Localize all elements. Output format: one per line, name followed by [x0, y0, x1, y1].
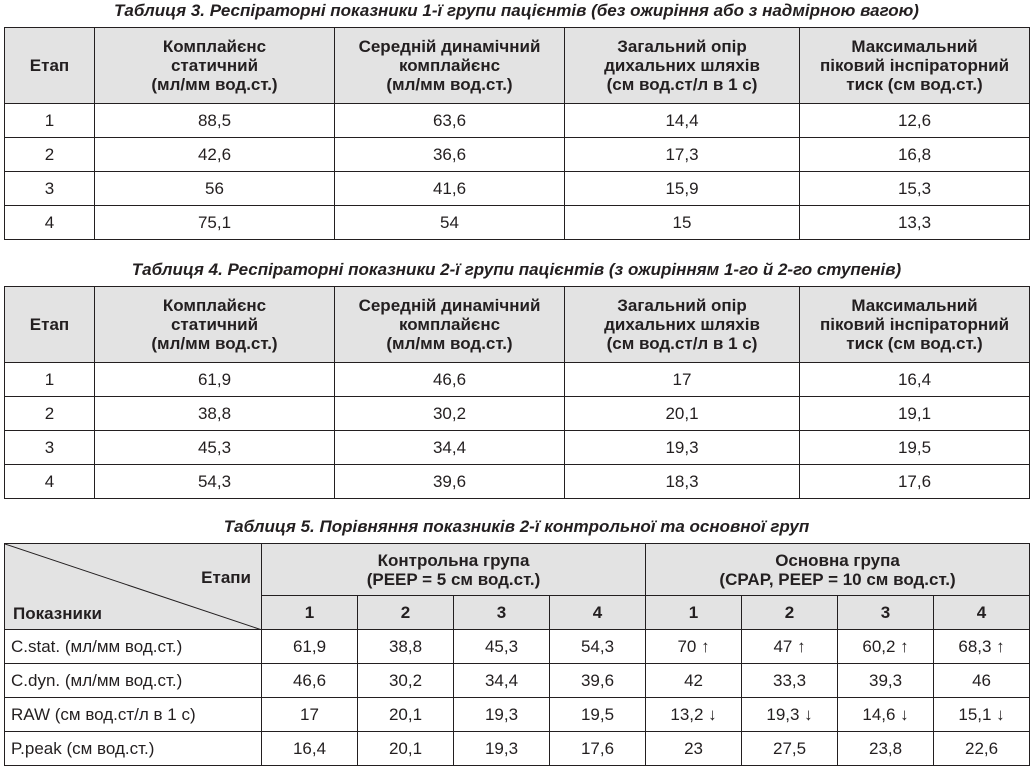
table-cell: 36,6 [335, 138, 565, 172]
table-cell: 33,3 [742, 664, 838, 698]
table4-header-stage: Етап [5, 287, 95, 363]
row-label: C.dyn. (мл/мм вод.ст.) [5, 664, 262, 698]
stage-header: 4 [934, 596, 1030, 630]
table3-header-row [5, 28, 1030, 104]
table3 [4, 27, 1030, 240]
table-cell: 46,6 [335, 363, 565, 397]
table-cell: 16,4 [262, 732, 358, 766]
table-cell: 4 [5, 206, 95, 240]
table-cell: 3 [5, 431, 95, 465]
table-cell: 19,3 [565, 431, 800, 465]
table5-corner-cell [5, 544, 262, 630]
table-cell: 20,1 [565, 397, 800, 431]
stage-header: 1 [262, 596, 358, 630]
table-cell: 19,5 [800, 431, 1030, 465]
table-row [5, 732, 1030, 766]
table-cell: 12,6 [800, 104, 1030, 138]
table-cell: 2 [5, 138, 95, 172]
stage-header: 1 [646, 596, 742, 630]
table-row [5, 104, 1030, 138]
table-cell: 4 [5, 465, 95, 499]
table-cell: 34,4 [454, 664, 550, 698]
table-cell: 27,5 [742, 732, 838, 766]
stage-header: 2 [358, 596, 454, 630]
stage-header: 3 [454, 596, 550, 630]
table-cell: 75,1 [95, 206, 335, 240]
table-row [5, 206, 1030, 240]
table-cell: 3 [5, 172, 95, 206]
table-cell: 61,9 [95, 363, 335, 397]
table-cell: 38,8 [358, 630, 454, 664]
row-label: C.stat. (мл/мм вод.ст.) [5, 630, 262, 664]
table-cell: 38,8 [95, 397, 335, 431]
table-cell: 15,1 ↓ [934, 698, 1030, 732]
table-row [5, 397, 1030, 431]
table-cell: 39,3 [838, 664, 934, 698]
table-row [5, 138, 1030, 172]
stage-header: 2 [742, 596, 838, 630]
table-cell: 42,6 [95, 138, 335, 172]
table-row [5, 630, 1030, 664]
table-cell: 16,4 [800, 363, 1030, 397]
table-cell: 54 [335, 206, 565, 240]
table-cell: 15,9 [565, 172, 800, 206]
control-group-header: Контрольна група (PEEP = 5 см вод.ст.) [262, 544, 646, 596]
table-cell: 60,2 ↑ [838, 630, 934, 664]
table-cell: 70 ↑ [646, 630, 742, 664]
table-cell: 41,6 [335, 172, 565, 206]
stage-header: 4 [550, 596, 646, 630]
table4-caption: Таблиця 4. Респіраторні показники 2-ї групи пацієнтів (з ожирінням 1-го й 2-го ступенів) [131, 260, 902, 279]
table3-header-dynamic-compliance: Середній динамічний комплайєнс (мл/мм вод.ст.) [335, 28, 565, 104]
table-cell: 18,3 [565, 465, 800, 499]
corner-indicators-label: Показники [13, 604, 102, 623]
table-cell: 13,3 [800, 206, 1030, 240]
table-cell: 39,6 [335, 465, 565, 499]
table-row [5, 465, 1030, 499]
table-cell: 68,3 ↑ [934, 630, 1030, 664]
table-cell: 45,3 [454, 630, 550, 664]
table-cell: 34,4 [335, 431, 565, 465]
table-cell: 14,4 [565, 104, 800, 138]
table4-header-static-compliance: Комплайєнс статичний (мл/мм вод.ст.) [95, 287, 335, 363]
table-row [5, 172, 1030, 206]
row-label: P.peak (см вод.ст.) [5, 732, 262, 766]
table-cell: 13,2 ↓ [646, 698, 742, 732]
table-cell: 2 [5, 397, 95, 431]
table-cell: 56 [95, 172, 335, 206]
table-cell: 17 [262, 698, 358, 732]
table-cell: 1 [5, 363, 95, 397]
table-cell: 19,5 [550, 698, 646, 732]
table-row [5, 431, 1030, 465]
table-cell: 16,8 [800, 138, 1030, 172]
table-cell: 45,3 [95, 431, 335, 465]
main-group-header: Основна група (CPAP, PEEP = 10 см вод.ст.) [646, 544, 1030, 596]
table-cell: 39,6 [550, 664, 646, 698]
table-cell: 22,6 [934, 732, 1030, 766]
table-cell: 15,3 [800, 172, 1030, 206]
table4-header-peak-pressure: Максимальний піковий інспіраторний тиск (см вод.ст.) [800, 287, 1030, 363]
table-cell: 30,2 [358, 664, 454, 698]
table-cell: 30,2 [335, 397, 565, 431]
table-cell: 23 [646, 732, 742, 766]
stage-header: 3 [838, 596, 934, 630]
table-cell: 20,1 [358, 732, 454, 766]
table-cell: 19,3 [454, 732, 550, 766]
table-cell: 17,6 [800, 465, 1030, 499]
table5 [4, 543, 1030, 766]
table3-caption: Таблиця 3. Респіраторні показники 1-ї групи пацієнтів (без ожиріння або з надмірною вагою) [114, 1, 919, 20]
row-label: RAW (см вод.ст/л в 1 с) [5, 698, 262, 732]
table4-header-dynamic-compliance: Середній динамічний комплайєнс (мл/мм вод.ст.) [335, 287, 565, 363]
table-row [5, 664, 1030, 698]
table-cell: 17,6 [550, 732, 646, 766]
table3-header-airway-resistance: Загальний опір дихальних шляхів (см вод.ст/л в 1 с) [565, 28, 800, 104]
table3-header-static-compliance: Комплайєнс статичний (мл/мм вод.ст.) [95, 28, 335, 104]
table-cell: 46 [934, 664, 1030, 698]
table-cell: 19,3 ↓ [742, 698, 838, 732]
table5-caption: Таблиця 5. Порівняння показників 2-ї контрольної та основної груп [223, 517, 810, 536]
table-row [5, 698, 1030, 732]
table-cell: 1 [5, 104, 95, 138]
table4-header-row [5, 287, 1030, 363]
table-cell: 47 ↑ [742, 630, 838, 664]
table3-header-stage: Етап [5, 28, 95, 104]
table5-group-header-row [5, 544, 1030, 596]
table-cell: 61,9 [262, 630, 358, 664]
table-cell: 17,3 [565, 138, 800, 172]
table-cell: 54,3 [550, 630, 646, 664]
table4-header-airway-resistance: Загальний опір дихальних шляхів (см вод.ст/л в 1 с) [565, 287, 800, 363]
table-cell: 17 [565, 363, 800, 397]
table-cell: 42 [646, 664, 742, 698]
table-cell: 46,6 [262, 664, 358, 698]
table-cell: 19,3 [454, 698, 550, 732]
table4 [4, 286, 1030, 499]
table-cell: 20,1 [358, 698, 454, 732]
table-cell: 63,6 [335, 104, 565, 138]
corner-stages-label: Етапи [201, 568, 251, 587]
table-cell: 14,6 ↓ [838, 698, 934, 732]
table-cell: 15 [565, 206, 800, 240]
table-cell: 19,1 [800, 397, 1030, 431]
table-cell: 23,8 [838, 732, 934, 766]
table-cell: 54,3 [95, 465, 335, 499]
table3-header-peak-pressure: Максимальний піковий інспіраторний тиск (см вод.ст.) [800, 28, 1030, 104]
table-cell: 88,5 [95, 104, 335, 138]
table-row [5, 363, 1030, 397]
